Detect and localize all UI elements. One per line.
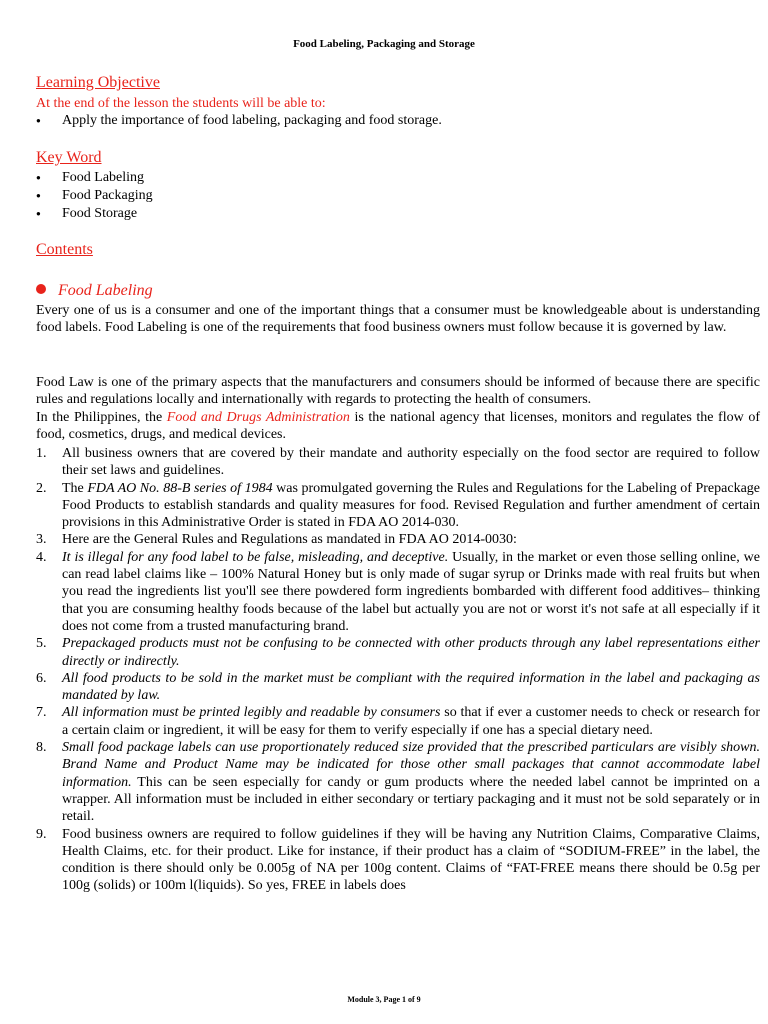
item-number: 7. [36,705,47,721]
item-text-post: Usually, in the market or even those selling online, we can read label claims like – 100% Natural Honey but is only made of sugar syrup or Drinks made with real fruits but when you read the ingredients list you'll see there powdered form ingredients bombarded with different food additives– thinking that you are consuming healthy foods because of the label but actually you are not or worst it's not safe at all especially if it does not come from a trusted manufacturing brand. [62,549,760,634]
item-number: 8. [36,740,47,756]
fda-link-text: Food and Drugs Administration [166,410,350,425]
item-number: 3. [36,532,47,548]
page-footer: Module 3, Page 1 of 9 [347,995,421,1004]
list-item [34,704,760,739]
paragraph-fda [36,409,760,444]
list-item [34,826,760,895]
document-title: Food Labeling, Packaging and Storage [293,38,475,50]
item-text-italic: It is illegal for any food label to be false, misleading, and deceptive. [62,549,449,565]
item-number: 5. [36,636,47,652]
item-text-pre: The [62,480,88,496]
paragraph-food-law: Food Law is one of the primary aspects that the manufacturers and consumers should be informed of because there are specific rules and regulations locally and internationally with regards to protecting the health of consumers. [36,375,760,408]
contents-heading: Contents [36,241,93,258]
list-item [34,445,760,480]
objective-list [34,112,442,130]
objective-item: ● Apply the importance of food labeling, packaging and food storage. [34,112,442,130]
item-text: Here are the General Rules and Regulations as mandated in FDA AO 2014-0030: [62,532,517,548]
item-number: 2. [36,480,47,496]
keyword-item: ● Food Packaging [34,187,153,205]
item-text-italic: Prepackaged products must not be confusing to be connected with other products through any label representations either directly or indirectly. [62,636,760,669]
fda-text-post: is the national agency that licenses, monitors and regulates the flow of food, cosmetics, drugs, and medical devices. [36,410,760,443]
key-word-heading: Key Word [36,149,102,166]
item-number: 4. [36,549,47,565]
objective-intro: At the end of the lesson the students will be able to: [36,96,326,111]
item-text-italic: All food products to be sold in the market must be compliant with the required information in the label and packaging as mandated by law. [62,670,760,704]
item-number: 1. [36,446,47,461]
keyword-item: ● Food Labeling [34,169,153,187]
item-text: Food business owners are required to follow guidelines if they will be having any Nutrition Claims, Comparative Claims, Health Claims, etc. for their product. Like for instance, if their product has a claim of “SODIUM-FREE” in the label, the condition is there should only be 0.005g of NA per 100g content. Claims of “FAT-FREE means there should be 0.5g per 100g (solids) or 100m l(liquids). So yes, FREE in labels does [62,826,760,894]
learning-objective-heading: Learning Objective [36,74,160,91]
paragraph-consumer: Every one of us is a consumer and one of the important things that a consumer must be knowledgeable about is understanding food labels. Food Labeling is one of the requirements that food business owners must follow because it is governed by law. [36,303,760,336]
item-number: 9. [36,826,47,842]
list-item [34,549,760,635]
food-labeling-heading-text: Food Labeling [58,282,153,299]
list-item [34,670,760,705]
item-text-italic: Small food package labels can use proportionately reduced size provided that the prescribed particulars are visibly shown. Brand Name and Product Name may be indicated for those other small packages that cannot accommodate label information. [62,740,760,790]
item-text-post: so that if ever a customer needs to check or research for a certain claim or ingredient, it will be easy for them to verify especially if one has a special dietary need. [62,705,760,738]
item-text-italic: FDA AO No. 88-B series of 1984 [87,480,273,496]
bullet-dot-icon [36,284,46,294]
keyword-item: ● Food Storage [34,205,153,223]
list-item [34,480,760,532]
list-item [34,531,760,548]
item-text-post: This can be seen especially for candy or gum products where the needed label cannot be imprinted on a wrapper. All information must be included in either secondary or tertiary packaging and it must not be sold separately or in retail. [62,774,760,825]
item-number: 6. [36,670,47,686]
rules-list [34,445,760,895]
fda-text-pre: In the Philippines, the [36,410,167,425]
list-item [34,739,760,825]
keyword-list [34,169,153,223]
item-text-post: was promulgated governing the Rules and Regulations for the Labeling of Prepackage Food Products to establish standards and quality measures for food. Revised Regulation and further amendment of certain provisions in this Administrative Order is stated in FDA AO 2014-030. [62,480,760,531]
item-text: All business owners that are covered by their mandate and authority especially on the food sector are required to follow their set laws and guidelines. [62,446,760,479]
list-item [34,635,760,670]
item-text-italic: All information must be printed legibly and readable by consumers [62,705,441,721]
food-labeling-heading [36,282,153,300]
